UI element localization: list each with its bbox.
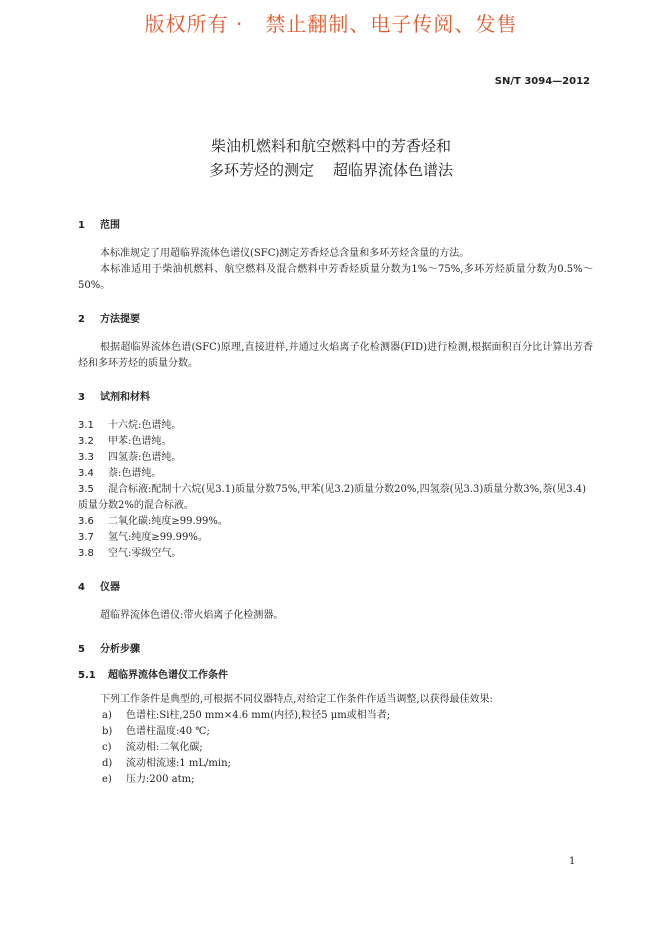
item-text: 空气:零级空气。 — [108, 548, 182, 559]
section-title: 方法提要 — [100, 314, 140, 325]
item-text: 甲苯:色谱纯。 — [108, 436, 172, 447]
item-text: 压力:200 atm; — [126, 774, 195, 785]
item-number: 3.1 — [78, 420, 94, 431]
paragraph: 超临界流体色谱仪:带火焰离子化检测器。 — [100, 610, 284, 621]
item-letter: e) — [102, 774, 112, 785]
document-title — [0, 134, 662, 182]
item-letter: b) — [102, 726, 113, 737]
section-1-heading — [78, 218, 593, 234]
section-title: 试剂和材料 — [100, 392, 150, 403]
list-item — [102, 772, 593, 788]
item-number: 3.2 — [78, 436, 94, 447]
list-item — [78, 418, 593, 434]
item-number: 3.6 — [78, 516, 94, 527]
item-text: 混合标液:配制十六烷(见3.1)质量分数75%,甲苯(见3.2)质量分数20%,四氢萘(见3.3)质量分数3%,萘(见3.4)质量分数2%的混合标液。 — [78, 484, 587, 511]
item-text: 二氧化碳:纯度≥99.99%。 — [108, 516, 228, 527]
list-item — [78, 530, 593, 546]
list-item — [78, 546, 593, 562]
subsection-5-1-heading — [78, 668, 593, 684]
item-text: 色谱柱温度:40 ℃; — [126, 726, 210, 737]
item-number: 3.5 — [78, 484, 94, 495]
item-number: 3.4 — [78, 468, 94, 479]
page-number: 1 — [569, 856, 576, 867]
subsection-number: 5.1 — [78, 670, 96, 681]
section-title: 仪器 — [100, 582, 120, 593]
item-text: 流动相:二氧化碳; — [126, 742, 203, 753]
item-letter: a) — [102, 710, 112, 721]
list-item — [78, 482, 593, 514]
item-text: 色谱柱:Si柱,250 mm×4.6 mm(内径),粒径5 μm或相当者; — [126, 710, 391, 721]
section-3-heading — [78, 390, 593, 406]
section-number: 3 — [78, 392, 85, 403]
list-item — [102, 724, 593, 740]
section-5-heading — [78, 642, 593, 658]
section-title: 范围 — [100, 220, 120, 231]
section-number: 1 — [78, 220, 85, 231]
list-item — [78, 466, 593, 482]
item-letter: c) — [102, 742, 112, 753]
list-item — [78, 434, 593, 450]
paragraph: 下列工作条件是典型的,可根据不同仪器特点,对给定工作条件作适当调整,以获得最佳效果: — [100, 694, 493, 705]
standard-code: SN/T 3094—2012 — [494, 76, 590, 87]
list-item — [78, 514, 593, 530]
section-4-heading — [78, 580, 593, 596]
item-number: 3.8 — [78, 548, 94, 559]
section-number: 2 — [78, 314, 85, 325]
list-item — [78, 450, 593, 466]
section-title: 分析步骤 — [100, 644, 140, 655]
list-item — [102, 740, 593, 756]
section-number: 4 — [78, 582, 85, 593]
item-text: 十六烷:色谱纯。 — [108, 420, 182, 431]
section-2-heading — [78, 312, 593, 328]
watermark: 版权所有 · 禁止翻制、电子传阅、发售 — [144, 12, 518, 36]
list-item — [102, 756, 593, 772]
item-text: 四氢萘:色谱纯。 — [108, 452, 182, 463]
subsection-title: 超临界流体色谱仪工作条件 — [108, 670, 228, 681]
document-body — [78, 218, 593, 788]
title-line-1: 柴油机燃料和航空燃料中的芳香烃和 — [210, 137, 451, 155]
item-text: 萘:色谱纯。 — [108, 468, 162, 479]
item-letter: d) — [102, 758, 113, 769]
paragraph: 本标准规定了用超临界流体色谱仪(SFC)测定芳香烃总含量和多环芳烃含量的方法。 — [100, 248, 470, 259]
item-text: 氢气:纯度≥99.99%。 — [108, 532, 208, 543]
item-number: 3.3 — [78, 452, 94, 463]
section-number: 5 — [78, 644, 85, 655]
paragraph: 本标准适用于柴油机燃料、航空燃料及混合燃料中芳香烃质量分数为1%～75%,多环芳烃质量分数为0.5%～50%。 — [78, 264, 593, 291]
list-item — [102, 708, 593, 724]
item-text: 流动相流速:1 mL/min; — [126, 758, 231, 769]
condition-list — [78, 708, 593, 788]
paragraph: 根据超临界流体色谱(SFC)原理,直接进样,并通过火焰离子化检测器(FID)进行检测,根据面积百分比计算出芳香烃和多环芳烃的质量分数。 — [78, 342, 593, 369]
item-number: 3.7 — [78, 532, 94, 543]
title-line-2: 多环芳烃的测定 超临界流体色谱法 — [208, 161, 454, 179]
